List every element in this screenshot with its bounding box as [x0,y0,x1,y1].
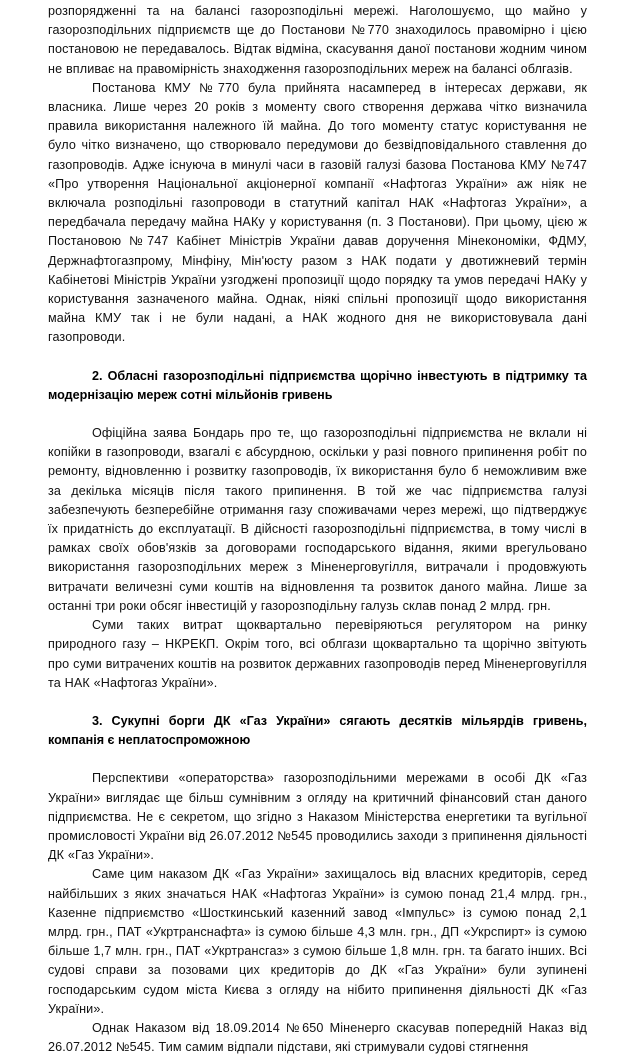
section-heading: 2. Обласні газорозподільні підприємства щорічно інвестують в підтримку та модернізацію мереж сотні мільйонів гривень [48,368,587,402]
document-body [48,0,587,1057]
section-heading: 3. Сукупні борги ДК «Газ України» сягають десятків мільярдів гривень, компанія є неплатоспроможною [48,713,587,748]
body-paragraph: розпорядженні та на балансі газорозподільні мережі. Наголошуємо, що майно у газорозподільних підприємств ще до Постанови №770 знаходилось правомірно і цією постановою не передавалось. Відтак відміна, скасування даної постанови жодним чином не впливає на правомірність знаходження газорозподільних мереж на балансі облгазів. [48,4,587,76]
paragraph-spacer [48,750,587,769]
paragraph-spacer [48,348,587,367]
body-paragraph: Суми таких витрат щоквартально перевіряються регулятором на ринку природного газу – НКРЕКП. Окрім того, всі облгази щоквартально та щорічно звітують про суми витрачених коштів на розвиток державних газопроводів перед Міненерговугілля та НАК «Нафтогаз України». [48,618,587,690]
body-paragraph: Саме цим наказом ДК «Газ України» захищалось від власних кредиторів, серед найбільших з яких значаться НАК «Нафтогаз України» із сумою понад 21,4 млрд. грн., Казенне підприємство «Шосткинський казенний завод «Імпульс» із сумою понад 2,1 млрд. грн., ПАТ «Укртранснафта» із сумою більше 4,3 млн. грн., ДП «Укрспирт» із сумою більше 1,7 млн. грн., ПАТ «Укртрансгаз» з сумою більше 1,8 млн. грн. та багато інших. Всі судові справи за позовами цих кредиторів до ДК «Газ України» були зупинені господарським судом міста Києва з огляду на нібито припинення діяльності ДК «Газ України». [48,867,587,1016]
body-paragraph: Однак Наказом від 18.09.2014 №650 Міненерго скасував попередній Наказ від 26.07.2012 №545. Тим самим відпали підстави, які стримували судові стягнення [48,1020,587,1055]
body-paragraph: Постанова КМУ №770 була прийнята насамперед в інтересах держави, як власника. Лише через 20 років з моменту свого створення держава чітко визначила правила використання належного їй майна. До того моменту статус користування не було чітко визначено, що створювало передумови до безвідповідального ставлення до газопроводів. Адже існуюча в минулі часи в газовій галузі базова Постанова КМУ №747 «Про утворення Національної акціонерної компанії «Нафтогаз України» аж ніяк не включала розподільні газопроводи в статутний капітал НАК «Нафтогаз України», а передбачала передачу майна НАКу у користування (п. 3 Постанови). При цьому, цією ж Постановою №747 Кабінет Міністрів України давав доручення Мінекономіки, ФДМУ, Держнафтогазпрому, Мінфіну, Мін'юсту разом з НАК подати у двотижневий термін Кабінетові Міністрів України узгоджені пропозиції щодо порядку та умов передачі НАКу у користування зазначеного майна. Однак, ніякі спільні пропозиції щодо використання майна КМУ так і не були надані, а НАК жодного дня не використовувала дані газопроводи. [48,80,587,345]
paragraph-spacer [48,693,587,712]
paragraph-spacer [48,405,587,424]
body-paragraph: Перспективи «операторства» газорозподільними мережами в особі ДК «Газ України» виглядає ще більш сумнівним з огляду на критичний фінансовий стан даного підприємства. Не є секретом, що згідно з Наказом Міністерства енергетики та вугільної промисловості України від 26.07.2012 №545 проводились заходи з припинення діяльності ДК «Газ України». [48,771,587,863]
body-paragraph: Офіційна заява Бондарь про те, що газорозподільні підприємства не вклали ні копійки в газопроводи, взагалі є абсурдною, оскільки у разі повного припинення робіт по ремонту, відновленню і розвитку газопроводів, їх використання було б неможливим вже за декілька місяців після такого припинення. В той же час підприємства галузі забезпечують безперебійне отримання газу споживачами через мережі, що підтверджує їх придатність до експлуатації. В дійсності газорозподільні підприємства, в тому числі в рамках своїх обов'язків за договорами господарського відання, якими врегульовано використання газорозподільних мереж з Міненерговугілля, витрачали і продовжують витрачати величезні суми коштів на відновлення та розвиток даного майна. Лише за останні три роки обсяг інвестицій у газорозподільну галузь склав понад 2 млрд. грн. [48,426,587,613]
